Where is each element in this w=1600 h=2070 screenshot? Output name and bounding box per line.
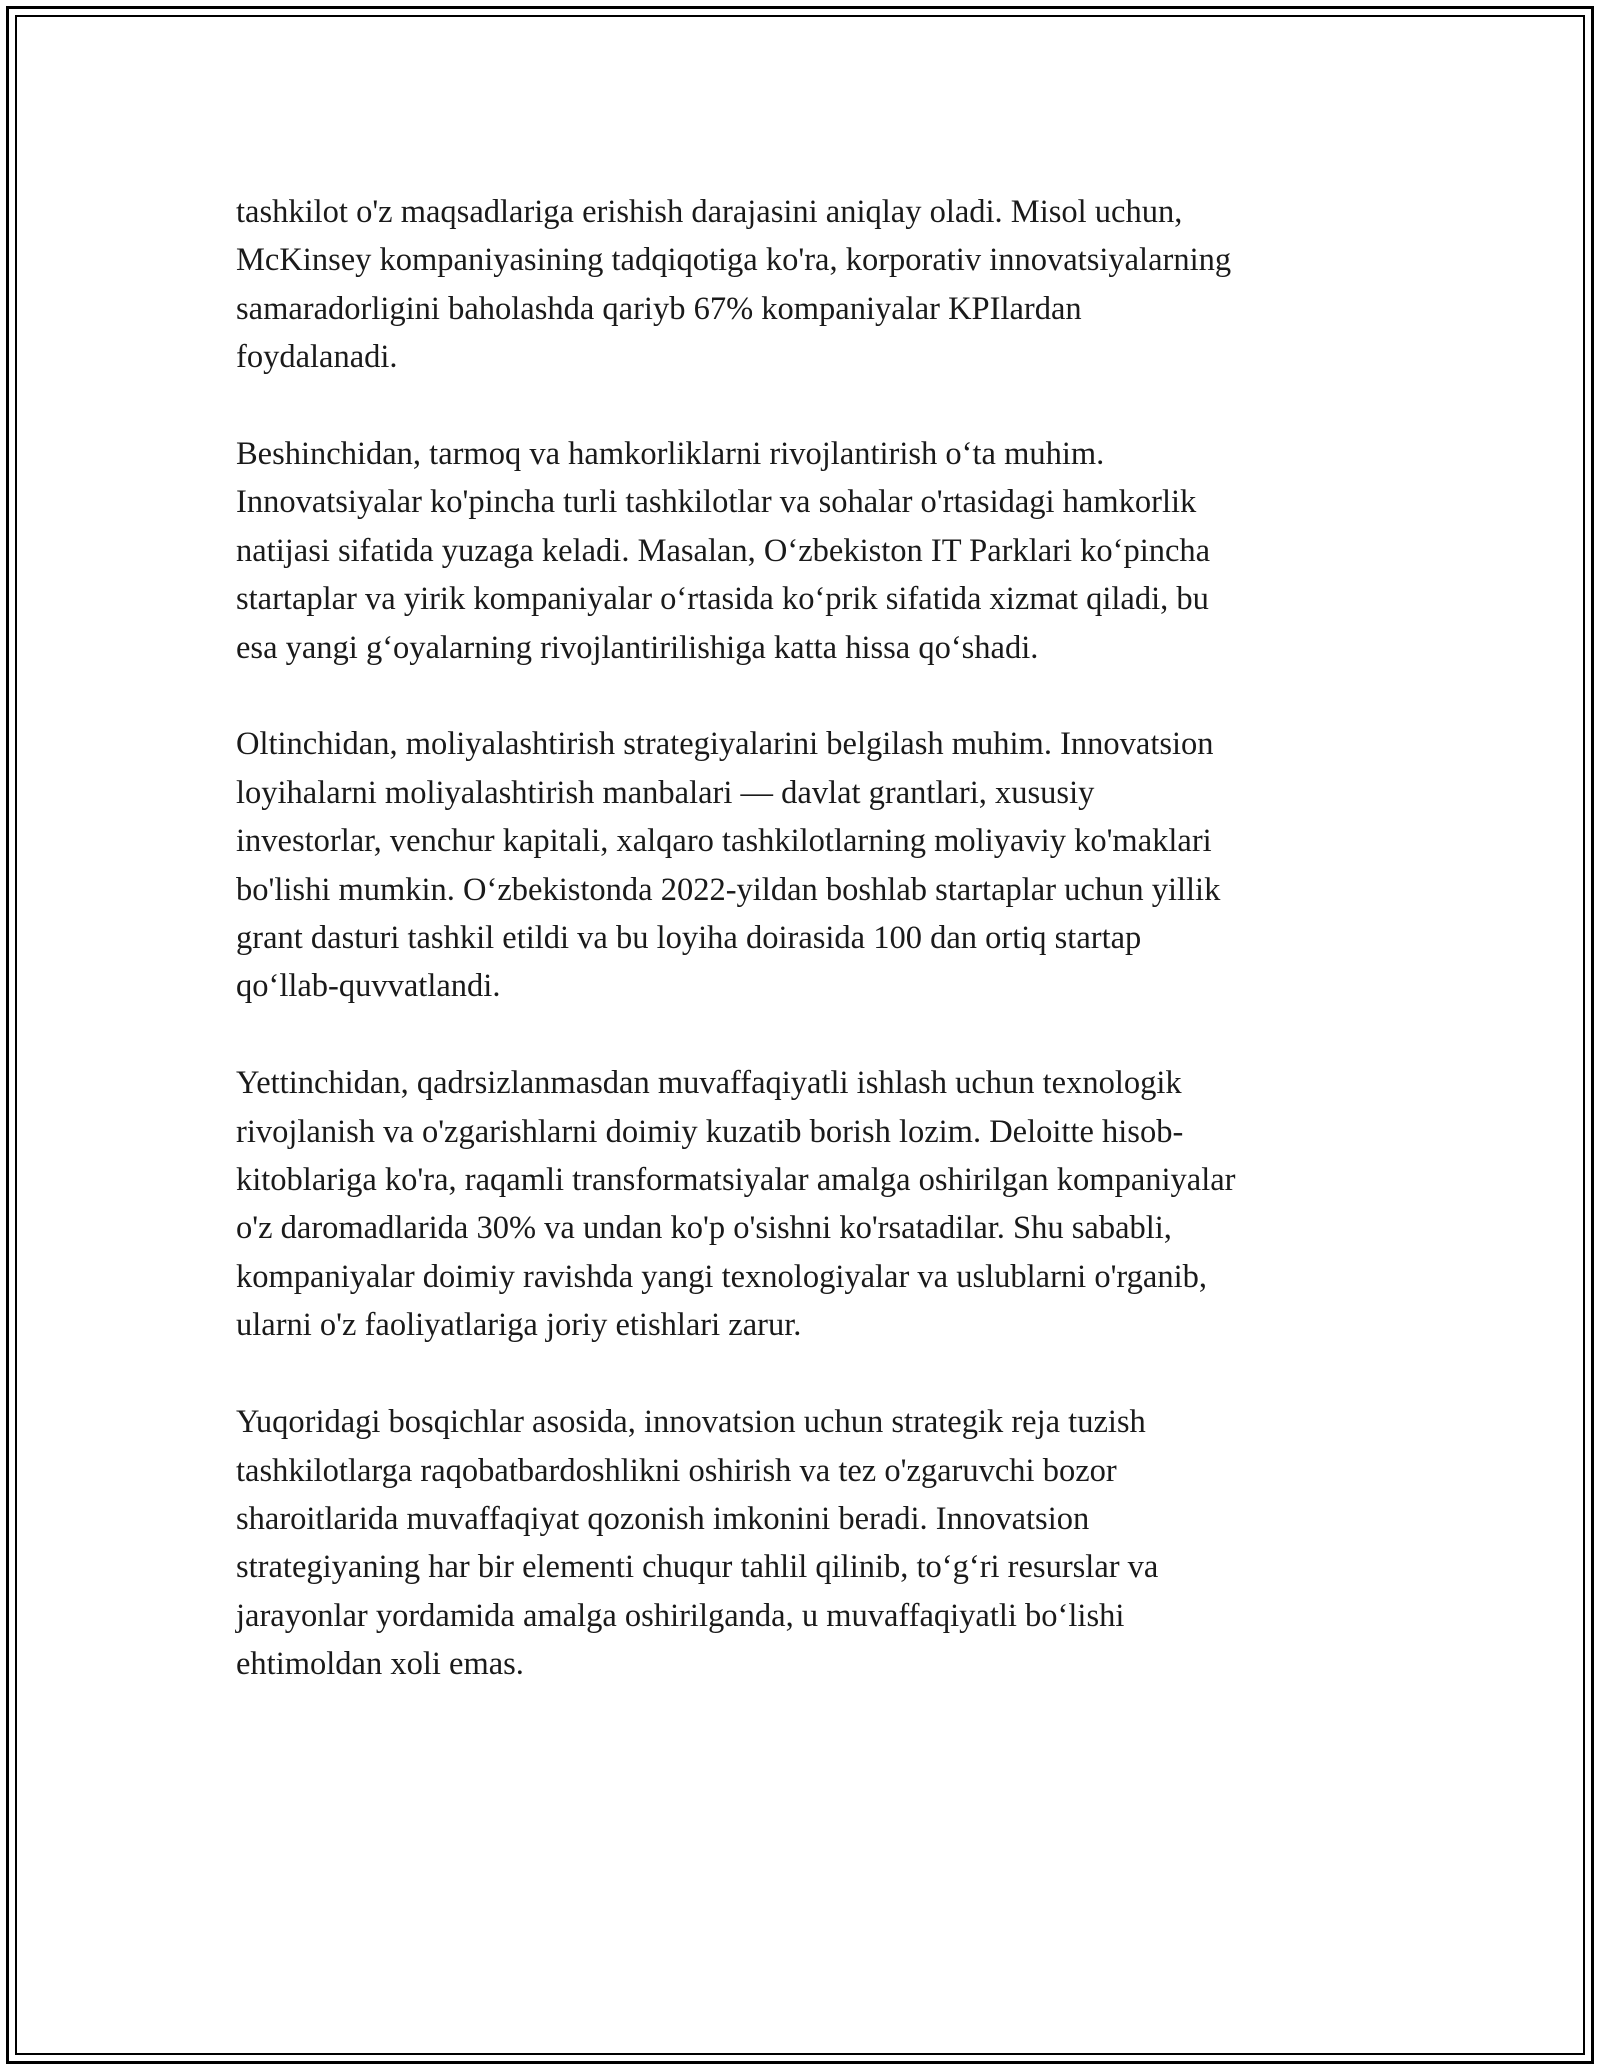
text-line: bo'lishi mumkin. O‘zbekistonda 2022-yildan boshlab startaplar uchun yillik (236, 871, 1221, 908)
text-line: rivojlanish va o'zgarishlarni doimiy kuzatib borish lozim. Deloitte hisob- (236, 1113, 1184, 1150)
text-line: ehtimoldan xoli emas. (236, 1646, 524, 1683)
text-line: samaradorligini baholashda qariyb 67% kompaniyalar KPIlardan (236, 290, 1082, 327)
text-line: Oltinchidan, moliyalashtirish strategiyalarini belgilash muhim. Innovatsion (236, 726, 1214, 763)
text-line: tashkilot o'z maqsadlariga erishish darajasini aniqlay oladi. Misol uchun, (236, 194, 1183, 230)
text-line: foydalanadi. (236, 339, 398, 376)
text-line: jarayonlar yordamida amalga oshirilganda, u muvaffaqiyatli bo‘lishi (236, 1597, 1125, 1634)
text-line: qo‘llab-quvvatlandi. (236, 968, 501, 1005)
text-line: tashkilotlarga raqobatbardoshlikni oshirish va tez o'zgaruvchi bozor (236, 1452, 1117, 1489)
text-line: loyihalarni moliyalashtirish manbalari — davlat grantlari, xususiy (236, 774, 1095, 811)
text-line: Innovatsiyalar ko'pincha turli tashkilotlar va sohalar o'rtasidagi hamkorlik (236, 484, 1197, 521)
text-line: kompaniyalar doimiy ravishda yangi texnologiyalar va uslublarni o'rganib, (236, 1258, 1208, 1295)
paragraph-1 (236, 188, 1376, 382)
text-line: ularni o'z faoliyatlariga joriy etishlari zarur. (236, 1307, 802, 1344)
page-content (236, 188, 1376, 1737)
text-line: Yuqoridagi bosqichlar asosida, innovatsion uchun strategik reja tuzish (236, 1404, 1146, 1441)
paragraph-3 (236, 720, 1376, 1010)
text-line: sharoitlarida muvaffaqiyat qozonish imkonini beradi. Innovatsion (236, 1500, 1090, 1537)
text-line: McKinsey kompaniyasining tadqiqotiga ko'ra, korporativ innovatsiyalarning (236, 242, 1232, 279)
text-line: grant dasturi tashkil etildi va bu loyiha doirasida 100 dan ortiq startap (236, 920, 1142, 957)
text-line: Beshinchidan, tarmoq va hamkorliklarni rivojlantirish o‘ta muhim. (236, 436, 1105, 473)
paragraph-2 (236, 430, 1376, 672)
text-line: kitoblariga ko'ra, raqamli transformatsiyalar amalga oshirilgan kompaniyalar (236, 1162, 1236, 1199)
text-line: o'z daromadlarida 30% va undan ko'p o'sishni ko'rsatadilar. Shu sababli, (236, 1210, 1172, 1247)
paragraph-5 (236, 1398, 1376, 1688)
text-line: startaplar va yirik kompaniyalar o‘rtasida ko‘prik sifatida xizmat qiladi, bu (236, 581, 1209, 618)
text-line: natijasi sifatida yuzaga keladi. Masalan, O‘zbekiston IT Parklari ko‘pincha (236, 532, 1211, 569)
text-line: Yettinchidan, qadrsizlanmasdan muvaffaqiyatli ishlash uchun texnologik (236, 1065, 1182, 1102)
text-line: strategiyaning har bir elementi chuqur tahlil qilinib, to‘g‘ri resurslar va (236, 1549, 1159, 1586)
paragraph-4 (236, 1059, 1376, 1349)
text-line: investorlar, venchur kapitali, xalqaro tashkilotlarning moliyaviy ko'maklari (236, 823, 1212, 860)
text-line: esa yangi g‘oyalarning rivojlantirilishiga katta hissa qo‘shadi. (236, 629, 1039, 666)
